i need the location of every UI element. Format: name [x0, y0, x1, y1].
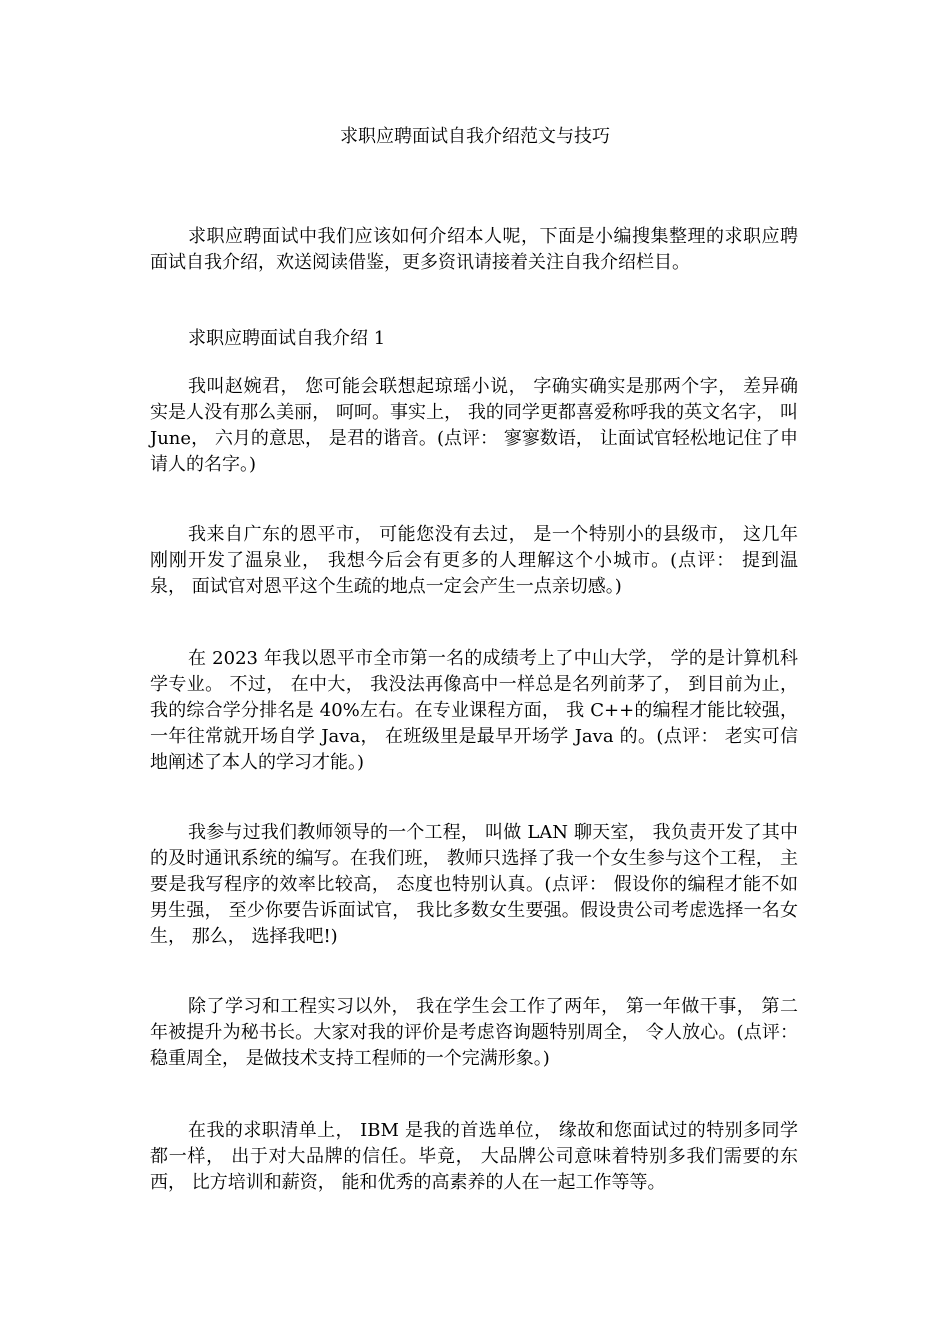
paragraph-4: 我参与过我们教师领导的一个工程， 叫做 LAN 聊天室， 我负责开发了其中的及时通讯系统的编写。在我们班， 教师只选择了我一个女生参与这个工程， 主要是我写程序的效率比较高， 态度也特别认真。(点评： 假设你的编程才能不如男生强， 至少你要告诉面试官， 我比多数女生要强。假设贵公司考虑选择一名女生， 那么， 选择我吧!): [150, 822, 798, 947]
paragraph-3: 在 2023 年我以恩平市全市第一名的成绩考上了中山大学， 学的是计算机科学专业。 不过， 在中大， 我没法再像高中一样总是名列前茅了， 到目前为止， 我的综合学分排名是 40%左右。在专业课程方面， 我 C++的编程才能比较强， 一年往常就开场自学 Java， 在班级里是最早开场学 Java 的。(点评： 老实可信地阐述了本人的学习才能。): [150, 648, 798, 773]
paragraph-2: 我来自广东的恩平市， 可能您没有去过， 是一个特别小的县级市， 这几年刚刚开发了温泉业， 我想今后会有更多的人理解这个小城市。(点评： 提到温泉， 面试官对恩平这个生疏的地点一定会产生一点亲切感。): [150, 524, 798, 597]
paragraph-5: 除了学习和工程实习以外， 我在学生会工作了两年， 第一年做干事， 第二年被提升为秘书长。大家对我的评价是考虑咨询题特别周全， 令人放心。(点评： 稳重周全， 是做技术支持工程师的一个完满形象。): [150, 996, 798, 1069]
section-heading: 求职应聘面试自我介绍 1: [188, 328, 386, 349]
paragraph-6: 在我的求职清单上， IBM 是我的首选单位， 缘故和您面试过的特别多同学都一样， 出于对大品牌的信任。毕竟， 大品牌公司意味着特别多我们需要的东西， 比方培训和薪资， 能和优秀的高素养的人在一起工作等等。: [150, 1120, 798, 1193]
document-title: 求职应聘面试自我介绍范文与技巧: [340, 126, 610, 147]
paragraph-1: 我叫赵婉君， 您可能会联想起琼瑶小说， 字确实确实是那两个字， 差异确实是人没有那么美丽， 呵呵。事实上， 我的同学更都喜爱称呼我的英文名字， 叫 June， 六月的意思， 是君的谐音。(点评： 寥寥数语， 让面试官轻松地记住了申请人的名字。): [150, 376, 798, 475]
intro-paragraph: 求职应聘面试中我们应该如何介绍本人呢，下面是小编搜集整理的求职应聘面试自我介绍，欢送阅读借鉴，更多资讯请接着关注自我介绍栏目。: [150, 226, 798, 273]
